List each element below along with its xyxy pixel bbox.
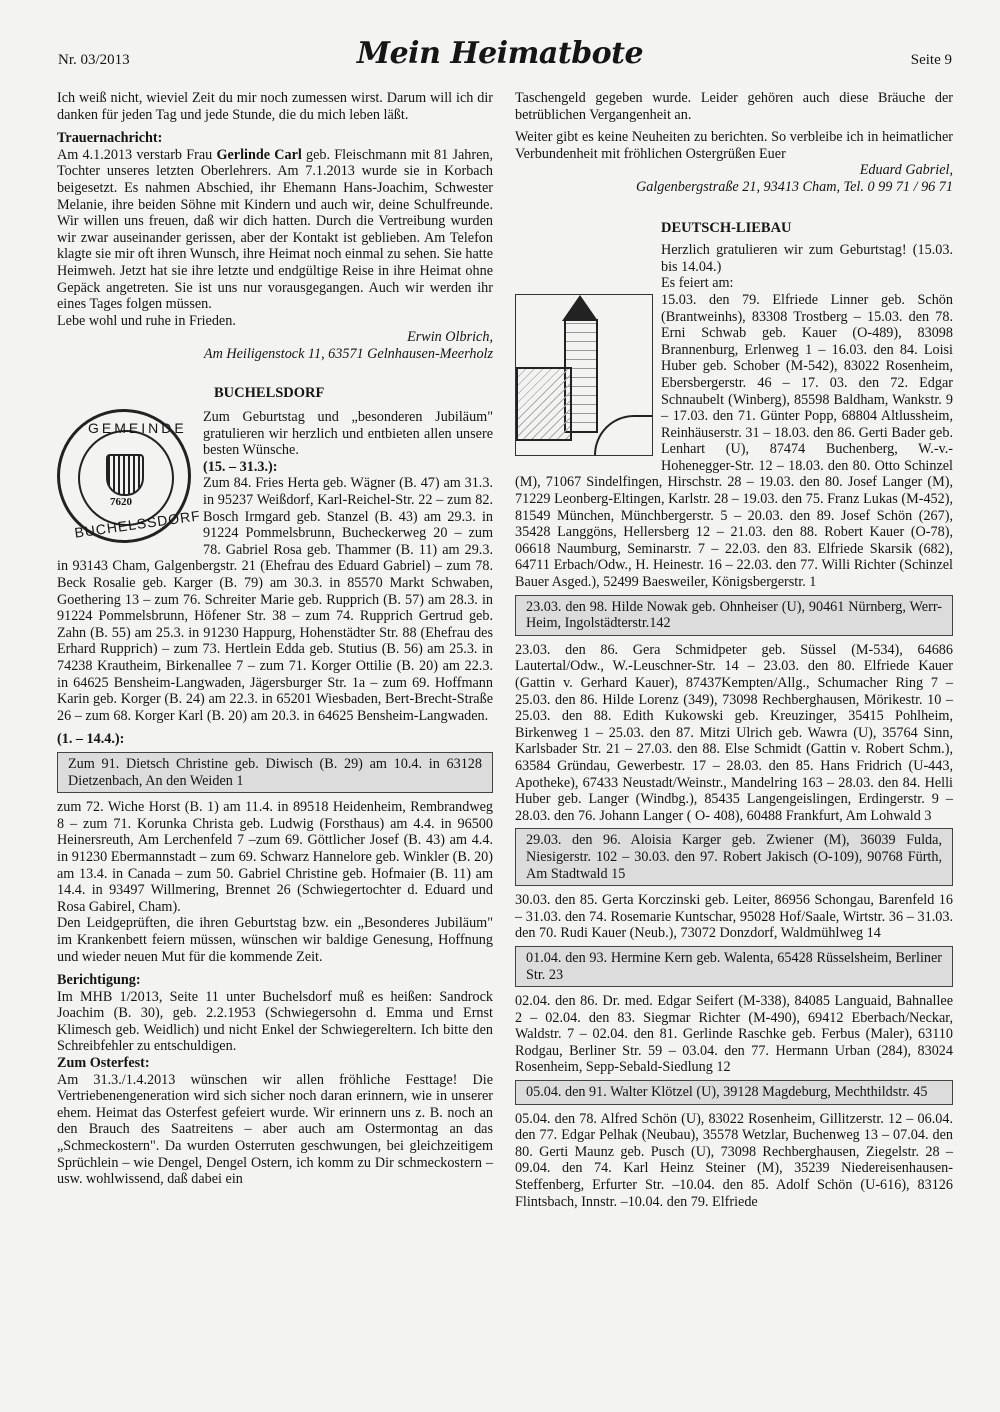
birthday-list-dl-3: 30.03. den 85. Gerta Korczinski geb. Leiter, 86956 Schongau, Barenfeld 16 – 31.03. den 74. Rosemarie Kuntschar, 95028 Hof/Saale, Wirtstr. 36 – 31.03. den 70. Rudi Kauer (Neub.), 73072 Donzdorf, Waldmühlweg 14 [515,892,953,942]
birthday-list-dl-4: 02.04. den 86. Dr. med. Edgar Seifert (M-338), 84085 Languaid, Bahnallee 2 – 02.04. den 83. Siegmar Richter (M-490), 69412 Eberbach/Neckar, Waldstr. 7 – 02.04. den 81. Gerlinde Raschke geb. Ferbus (Maler), 63110 Rodgau, Berliner Str. 59 – 03.04. den 77. Hermann Urban (284), 83024 Rosenheim, Sepp-Sebald-Siedlung 12 [515,993,953,1076]
dl-intro: Herzlich gratulieren wir zum Geburtstag! (15.03. bis 14.04.) [661,242,953,275]
obituary-heading: Trauernachricht: [57,130,163,147]
birthday-list-dl-1: 15.03. den 79. Elfriede Linner geb. Schön (Brantweinhs), 83308 Trostberg – 15.03. den 78. Erni Schwab geb. Kauer (O-489), 83098 Brannenburg, Erlenweg 1 – 16.03. den 84. Loisi Huber geb. Schober (M-542), 83022 Rosenheim, Ebersbergerstr. 46 – 17. 03. den 72. Edgar Schnaubelt (Winberg), 85598 Baldham, Wankstr. 9 – 17.03. den 71. Günter Popp, 68804 Altlussheim, Reinhäuserstr. 31 – 18.03. den 86. Gerti Bader geb. Lenhart (U), 87474 Buchenberg, W.-v.-Hohenegger-Str. 12 – 18.03. den 80. Otto Schinzel (M), 71067 Sindelfingen, Hirschstr. 28 – 19.03. den 80. Josef Langer (M), 71229 Leonberg-Eltingen, Karlstr. 28 – 19.03. den 75. Franz Lukas (M-452), 81549 München, Münchbergerstr. 5 – 20.03. den 89. Josef Schön (267), 35428 Langgöns, Hellersberg 12 – 21.03. den 88. Robert Kauer (O-78), 06618 Naumburg, Seminarstr. 7 – 22.03. den 83. Elfriede Skarsik (682), 64711 Erbach/Odw., H. Heinestr. 16 – 22.03. den 77. Willi Richter (Schinzel Bauer Asged.), 52499 Baesweiler, Königsbergerstr. 1 [515,291,953,591]
signature-address: Am Heiligenstock 11, 63571 Gelnhausen-Meerholz [203,345,493,362]
highlight-box: 05.04. den 91. Walter Klötzel (U), 39128 Magdeburg, Mechthildstr. 45 [515,1080,953,1105]
highlight-box: Zum 91. Dietsch Christine geb. Diwisch (B. 29) am 10.4. in 63128 Dietzenbach, An den Weiden 1 [57,752,493,793]
get-well-paragraph: Den Leidgeprüften, die ihren Geburtstag bzw. ein „Besonderes Jubiläum" im Krankenbett feiern müssen, wünschen wir baldige Genesung, Hoffnung und wieder neuen Mut für die kommende Zeit. [57,915,493,965]
signature-address: Galgenbergstraße 21, 93413 Cham, Tel. 0 99 71 / 96 71 [636,178,953,195]
left-column [57,90,493,1188]
continued-text: Taschengeld gegeben wurde. Leider gehören auch diese Bräuche der betrüblichen Vergangenheit an. [515,90,953,123]
masthead-logo: Mein Heimatbote [356,36,644,71]
closing-paragraph: Weiter gibt es keine Neuheiten zu berichten. So verbleibe ich in heimatlicher Verbundenheit mit fröhlichen Ostergrüßen Euer [515,129,953,162]
municipal-seal-image [57,409,202,543]
birthday-list-dl-5: 05.04. den 78. Alfred Schön (U), 83022 Rosenheim, Gillitzerstr. 12 – 06.04. den 77. Edgar Pelhak (Neubau), 35578 Wetzlar, Buchenweg 13 – 07.04. den 80. Gerti Maunz geb. Pusch (U), 73098 Rechberghausen, Ziegelstr. 28 – 09.04. den 74. Karl Heinz Steiner (M), 35239 Niedereisenhausen-Steffenberg, Erfurter Str. –10.04. den 85. Adolf Schön (U-616), 83126 Flintsbach, Innstr. –10.04. den 79. Elfriede [515,1110,953,1210]
date-range-1: (15. – 31.3.): [203,458,278,475]
intro-paragraph: Ich weiß nicht, wieviel Zeit du mir noch zumessen wirst. Darum will ich dir danken für jeden Tag und jede Stunde, die du mich leben läßt. [57,90,493,123]
date-range-2: (1. – 14.4.): [57,731,125,748]
obituary-farewell: Lebe wohl und ruhe in Frieden. [57,312,236,329]
correction-heading: Berichtigung: [57,972,141,989]
page-number: Seite 9 [910,52,952,68]
signature-name: Eduard Gabriel, [859,162,953,179]
shield-icon [106,454,144,496]
buchelsdorf-intro: Zum Geburtstag und „besonderen Jubiläum" gratulieren wir herzlich und entbieten allen unsere besten Wünsche. [203,409,493,459]
seal-number: 7620 [110,496,132,509]
birthday-list-1: Zum 84. Fries Herta geb. Wägner (B. 47) am 31.3. in 95237 Weißdorf, Karl-Reichel-Str. 22 – zum 82. Bosch Irmgard geb. Stanzel (B. 43) am 29.3. in 91224 Pommelsbrunn, Bucheckerweg 20 – zum 78. Gabriel Rosa geb. Thammer (B. 11) am 29.3. in 93143 Cham, Galgenbergstr. 21 (Ehefrau des Eduard Gabriel) – zum 78. Beck Rosalie geb. Karger (B. 79) am 30.3. in 85570 Markt Schwaben, Goethering 13 – zum 76. Schreiter Marie geb. Rupprich (B. 57) am 28.3. in 91224 Pommelsbrunn, Höfener Str. 38 – zum 74. Rupprich Gertrud geb. Zahn (B. 55) am 25.3. in 91230 Happurg, Hohenstädter Str. 88 (Ehefrau des Erhard Rupprich) – zum 73. Hertlein Edda geb. Stutius (B. 56) am 25.3. in 74238 Krautheim, Birkenallee 7 – zum 71. Korger Ottilie (B. 20) am 22.3. in 64625 Bensheim-Langwaden, Jägersburger Str. 1a – zum 69. Hoffmann Karin geb. Korger (B. 24) am 22.3. in 65201 Wiesbaden, Bert-Brecht-Straße 26 – zum 68. Korger Karl (B. 20) am 20.3. in 64625 Bensheim-Langwaden. [57,475,493,724]
seal-text-top: GEMEINDE [88,420,187,437]
right-column [515,90,953,1210]
correction-text: Im MHB 1/2013, Seite 11 unter Buchelsdorf muß es heißen: Sandrock Joachim (B. 30), geb. 2.2.1953 (Schwiegersohn d. Emma und Ernst Klimesch geb. Weidlich) und nicht Enkel der Schwiegereltern. Ich bitte den Schreibfehler zu entschuldigen. [57,988,493,1055]
issue-number: Nr. 03/2013 [58,52,130,68]
dl-feiert: Es feiert am: [661,275,734,292]
birthday-list-dl-2: 23.03. den 86. Gera Schmidpeter geb. Süssel (M-534), 64686 Lautertal/Odw., W.-Leuschner-Str. 14 – 23.03. den 80. Elfriede Kauer (Gattin v. Gerhard Kauer), 87437Kempten/Allg., Schumacher Ring 7 – 25.03. den 86. Hilde Lorenz (349), 73098 Rechberghausen, Mörikestr. 10 – 25.03. den 88. Edith Kukowski geb. Kreuzinger, 35415 Pohlheim, Birkenweg 1 – 25.03. den 87. Mitzi Ulrich geb. Wawra (U), 35764 Sinn, Karlsbader Str. 21 – 27.03. den 88. Else Schmidt (Gattin v. Robert Schm.), 63584 Gründau, Gewerbestr. 17 – 28.03. den 85. Hans Fridrich (U-443, Apotheke), 67433 Neustadt/Weinstr., Mandelring 163 – 28.03. den 84. Helli Huber geb. Langer (Windbg.), 85435 Langengeislingen, Erdingerstr. 9 – 28.03. den 76. Johann Langer ( O- 408), 60488 Frankfurt, Am Lohwald 3 [515,641,953,824]
easter-heading: Zum Osterfest: [57,1055,150,1072]
highlight-box: 01.04. den 93. Hermine Kern geb. Walenta, 65428 Rüsselsheim, Berliner Str. 23 [515,946,953,987]
section-heading-deutsch-liebau: DEUTSCH-LIEBAU [661,219,792,236]
highlight-box: 29.03. den 96. Aloisia Karger geb. Zwiener (M), 36039 Fulda, Niesigerstr. 102 – 30.03. den 97. Robert Jakisch (O-109), 90768 Fürth, Am Stadtwald 15 [515,828,953,886]
highlight-box: 23.03. den 98. Hilde Nowak geb. Ohnheiser (U), 90461 Nürnberg, Werr-Heim, Ingolstädterstr.142 [515,595,953,636]
section-heading-buchelsdorf: BUCHELSDORF [214,384,325,401]
birthday-list-2: zum 72. Wiche Horst (B. 1) am 11.4. in 89518 Heidenheim, Rembrandweg 8 – zum 71. Korunka Christa geb. Ludwig (Forsthaus) am 4.4. in 96500 Heinersreuth, Am Lerchenfeld 7 –zum 69. Göttlicher Josef (B. 43) am 4.4. in 91230 Ebermannstadt – zum 69. Schwarz Hannelore geb. Winkler (B. 20) am 13.4. in Canada – zum 50. Gabriel Christine geb. Hofmaier (B. 11) am 14.4. in 93497 Willmering, Brennet 26 (Schwiegertochter d. Eduard und Rosa Gabirel, Cham). [57,799,493,915]
easter-text: Am 31.3./1.4.2013 wünschen wir allen fröhliche Festtage! Die Vertriebenengeneration wird sich sicher noch daran erinnern, wie in unserer ehem. Heimat das Osterfest gefeiert wurde. Wir erinnern uns z. B. noch an den Brauch des Saatreitens – aber auch am Ostermontag an das „Schmeckostern". Da wurden Osterruten geschwungen, bei gleichzeitigem Sprüchlein – wie Dengel, Dengel Ostern, ich komm zu Dir schmeckostern – usw. wohlwissend, daß dabei ein [57,1071,493,1188]
signature-name: Erwin Olbrich, [407,329,493,346]
church-sketch-image [515,294,653,456]
obituary-text: Am 4.1.2013 verstarb Frau Gerlinde Carl geb. Fleischmann mit 81 Jahren, Tochter unseres letzten Oberlehrers. Am 7.1.2013 wurde sie in Korbach beigesetzt. Es nahmen Abschied, ihr Ehemann Hans-Joachim, Schwester Melanie, ihre beiden Söhne mit Kindern und auch wir, deine Schulfreunde. Wir willen uns freuen, daß wir dich hatten. Durch die Vertreibung wurden wir zwar auseinander gerissen, aber der Kontakt ist geblieben. Am Telefon klagte sie mir oft ihren Wunsch, ihre Heimat noch einmal zu sehen. Sie hatte Heimweh. Jetzt hat sie ihre letzte und endgültige Reise in ihre Heimat ohne Gepäck angetreten. Sie ist uns nur vorausgegangen. Auch wir werden ihr eines Tages folgen müssen. [57,146,494,313]
seal-text-bottom: BUCHELSSDORF [73,507,202,541]
